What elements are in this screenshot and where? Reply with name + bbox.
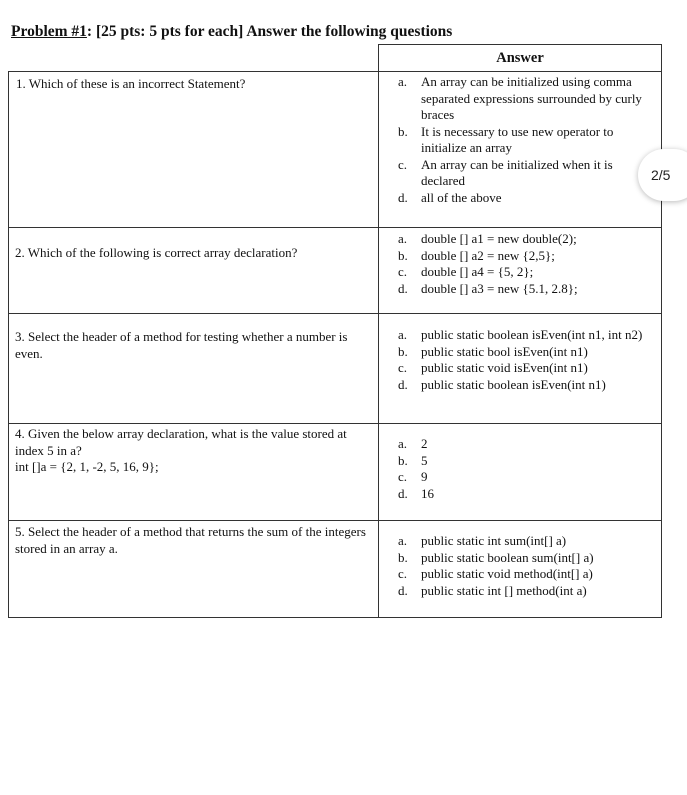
question-row-2 — [9, 228, 662, 314]
option-text: An array can be initialized when it is declared — [421, 156, 613, 188]
option-text: public static int [] method(int a) — [421, 582, 587, 598]
answer-options — [379, 521, 661, 599]
option-letter: d. — [398, 376, 408, 392]
option-letter: d. — [398, 582, 408, 598]
answer-cell — [379, 424, 662, 521]
option-text: public static bool isEven(int n1) — [421, 343, 588, 359]
question-row-1 — [9, 72, 662, 228]
option-text: 2 — [421, 436, 428, 451]
option-text: public static boolean sum(int[] a) — [421, 549, 594, 565]
option-text: public static boolean isEven(int n1) — [421, 376, 606, 392]
question-cell — [9, 228, 379, 314]
answer-cell — [379, 228, 662, 314]
option-c — [398, 469, 651, 486]
option-letter: b. — [398, 247, 408, 263]
question-text: 5. Select the header of a method that returns the sum of the integers stored in an array a. — [15, 524, 366, 556]
answer-cell — [379, 314, 662, 424]
option-letter: a. — [398, 533, 408, 548]
option-a — [398, 327, 651, 344]
option-letter: c. — [398, 469, 408, 484]
option-b — [398, 453, 651, 470]
problem-label: Problem #1 — [11, 23, 87, 40]
answer-options — [379, 72, 661, 206]
answer-options — [379, 424, 661, 502]
option-text: public static boolean isEven(int n1, int n2) — [421, 327, 643, 342]
option-text: double [] a2 = new {2,5}; — [421, 247, 555, 263]
question-cell — [9, 521, 379, 618]
option-letter: c. — [398, 156, 408, 172]
option-c — [398, 264, 651, 281]
option-letter: c. — [398, 566, 408, 581]
page-indicator-text: 2/5 — [651, 167, 671, 183]
option-b — [398, 248, 651, 265]
option-letter: a. — [398, 74, 408, 89]
question-code: int []a = {2, 1, -2, 5, 16, 9}; — [15, 459, 159, 474]
question-text: 3. Select the header of a method for testing whether a number is even. — [15, 329, 348, 361]
option-text: double [] a1 = new double(2); — [421, 231, 577, 246]
question-row-4 — [9, 424, 662, 521]
option-d — [398, 281, 651, 298]
option-letter: c. — [398, 360, 408, 375]
question-text: 4. Given the below array declaration, what is the value stored at index 5 in a? — [15, 426, 347, 458]
option-text: 9 — [421, 469, 428, 484]
option-c — [398, 360, 651, 377]
option-text: double [] a3 = new {5.1, 2.8}; — [421, 280, 578, 296]
option-letter: b. — [398, 123, 408, 139]
answer-options — [379, 228, 661, 297]
option-letter: a. — [398, 436, 408, 451]
option-letter: b. — [398, 549, 408, 565]
option-d — [398, 377, 651, 394]
option-a — [398, 533, 651, 550]
answer-options — [379, 314, 661, 393]
questions-table — [8, 44, 662, 618]
option-c — [398, 566, 651, 583]
option-b — [398, 550, 651, 567]
question-cell — [9, 72, 379, 228]
option-letter: b. — [398, 343, 408, 359]
option-c — [398, 157, 651, 190]
option-text: An array can be initialized using comma separated expressions surrounded by curly braces — [421, 74, 642, 122]
option-letter: a. — [398, 231, 408, 246]
question-cell — [9, 424, 379, 521]
option-text: public static void method(int[] a) — [421, 566, 593, 581]
question-row-5 — [9, 521, 662, 618]
option-text: 5 — [421, 452, 428, 468]
option-a — [398, 74, 651, 124]
option-a — [398, 231, 651, 248]
answer-header: Answer — [379, 45, 662, 72]
question-row-3 — [9, 314, 662, 424]
answer-cell — [379, 521, 662, 618]
page-title — [11, 23, 452, 41]
option-a — [398, 436, 651, 453]
option-b — [398, 124, 651, 157]
option-letter: c. — [398, 264, 408, 279]
option-text: 16 — [421, 485, 434, 501]
answer-cell — [379, 72, 662, 228]
question-header-blank — [9, 45, 379, 72]
title-text: : [25 pts: 5 pts for each] Answer the following questions — [86, 23, 453, 40]
option-letter: a. — [398, 327, 408, 342]
option-text: all of the above — [421, 189, 502, 205]
option-text: double [] a4 = {5, 2}; — [421, 264, 534, 279]
option-text: public static void isEven(int n1) — [421, 360, 588, 375]
question-cell — [9, 314, 379, 424]
question-text: 1. Which of these is an incorrect Statement? — [16, 76, 246, 91]
option-text: public static int sum(int[] a) — [421, 533, 567, 548]
option-letter: b. — [398, 452, 408, 468]
option-d — [398, 583, 651, 600]
option-d — [398, 190, 651, 207]
option-letter: d. — [398, 280, 408, 296]
page-indicator-badge[interactable] — [638, 149, 687, 201]
option-d — [398, 486, 651, 503]
question-text: 2. Which of the following is correct array declaration? — [15, 245, 298, 260]
option-letter: d. — [398, 189, 408, 205]
option-b — [398, 344, 651, 361]
option-text: It is necessary to use new operator to initialize an array — [421, 123, 614, 155]
option-letter: d. — [398, 485, 408, 501]
